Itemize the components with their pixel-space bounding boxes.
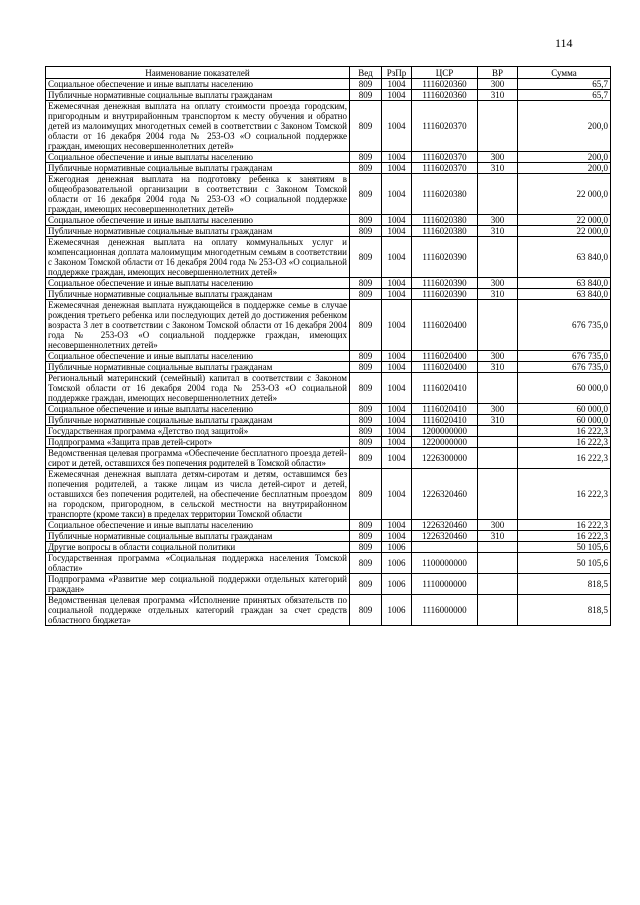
cell-sum: 63 840,0 [518, 289, 611, 300]
cell-vr: 300 [478, 79, 518, 90]
cell-vr [478, 300, 518, 351]
cell-csr: 1116020380 [412, 226, 478, 237]
cell-csr: 1226300000 [412, 448, 478, 469]
cell-csr: 1116020380 [412, 215, 478, 226]
cell-ved: 809 [350, 595, 382, 626]
cell-rzpr: 1004 [382, 101, 412, 152]
cell-name: Социальное обеспечение и иные выплаты населению [46, 278, 350, 289]
cell-sum: 16 222,3 [518, 531, 611, 542]
cell-sum: 50 105,6 [518, 553, 611, 574]
cell-ved: 809 [350, 163, 382, 174]
cell-csr: 1116020400 [412, 300, 478, 351]
cell-sum: 63 840,0 [518, 237, 611, 278]
table-row [46, 90, 611, 101]
table-row [46, 426, 611, 437]
cell-rzpr: 1004 [382, 79, 412, 90]
cell-name: Региональный материнский (семейный) капитал в соответствии с Законом Томской области от 16 декабря 2004 года № 253-ОЗ «О социальной поддержке граждан, имеющих несовершеннолетних детей» [46, 373, 350, 404]
cell-csr: 1116020390 [412, 289, 478, 300]
table-row [46, 237, 611, 278]
cell-csr: 1226320460 [412, 469, 478, 520]
cell-name: Социальное обеспечение и иные выплаты населению [46, 152, 350, 163]
cell-vr: 300 [478, 404, 518, 415]
cell-ved: 809 [350, 226, 382, 237]
table-row [46, 542, 611, 553]
cell-sum: 676 735,0 [518, 362, 611, 373]
cell-sum: 16 222,3 [518, 448, 611, 469]
cell-rzpr: 1004 [382, 404, 412, 415]
cell-ved: 809 [350, 542, 382, 553]
cell-ved: 809 [350, 79, 382, 90]
cell-name: Публичные нормативные социальные выплаты гражданам [46, 163, 350, 174]
cell-sum: 22 000,0 [518, 215, 611, 226]
cell-name: Государственная программа «Детство под защитой» [46, 426, 350, 437]
cell-name: Социальное обеспечение и иные выплаты населению [46, 351, 350, 362]
table-row [46, 469, 611, 520]
cell-name: Публичные нормативные социальные выплаты гражданам [46, 415, 350, 426]
cell-vr [478, 553, 518, 574]
cell-rzpr: 1004 [382, 237, 412, 278]
cell-rzpr: 1006 [382, 574, 412, 595]
cell-sum: 676 735,0 [518, 300, 611, 351]
cell-sum: 16 222,3 [518, 520, 611, 531]
cell-csr: 1116020410 [412, 404, 478, 415]
cell-rzpr: 1004 [382, 289, 412, 300]
table-row [46, 152, 611, 163]
header-ved: Вед [350, 67, 382, 79]
table-row [46, 289, 611, 300]
cell-csr: 1116020380 [412, 174, 478, 215]
cell-ved: 809 [350, 553, 382, 574]
cell-name: Ежемесячная денежная выплата на оплату стоимости проезда городским, пригородным и внутрирайонным транспортом к месту обучения и обратно детей из малоимущих многодетных семей в соответствии с Законом Томской области от 16 декабря 2004 года № 253-ОЗ «О социальной поддержке граждан, имеющих несовершеннолетних детей» [46, 101, 350, 152]
cell-sum: 60 000,0 [518, 404, 611, 415]
cell-ved: 809 [350, 90, 382, 101]
cell-ved: 809 [350, 237, 382, 278]
cell-vr: 300 [478, 351, 518, 362]
table-row [46, 362, 611, 373]
cell-name: Ежегодная денежная выплата на подготовку ребенка к занятиям в общеобразовательной организации в соответствии с Законом Томской области от 16 декабря 2004 года № 253-ОЗ «О социальной поддержке граждан, имеющих несовершеннолетних детей» [46, 174, 350, 215]
table-row [46, 448, 611, 469]
cell-vr [478, 101, 518, 152]
cell-csr: 1226320460 [412, 520, 478, 531]
table-row [46, 531, 611, 542]
cell-rzpr: 1004 [382, 215, 412, 226]
cell-csr: 1116020410 [412, 373, 478, 404]
cell-name: Публичные нормативные социальные выплаты гражданам [46, 289, 350, 300]
cell-ved: 809 [350, 373, 382, 404]
cell-name: Другие вопросы в области социальной политики [46, 542, 350, 553]
cell-vr: 300 [478, 520, 518, 531]
table-row [46, 437, 611, 448]
cell-rzpr: 1004 [382, 174, 412, 215]
cell-name: Социальное обеспечение и иные выплаты населению [46, 404, 350, 415]
budget-table [45, 66, 611, 626]
cell-rzpr: 1004 [382, 373, 412, 404]
cell-vr [478, 542, 518, 553]
cell-ved: 809 [350, 437, 382, 448]
cell-vr [478, 448, 518, 469]
cell-ved: 809 [350, 415, 382, 426]
cell-sum: 50 105,6 [518, 542, 611, 553]
cell-name: Публичные нормативные социальные выплаты гражданам [46, 226, 350, 237]
cell-name: Публичные нормативные социальные выплаты гражданам [46, 531, 350, 542]
cell-csr: 1116020360 [412, 79, 478, 90]
header-vr: ВР [478, 67, 518, 79]
cell-ved: 809 [350, 404, 382, 415]
cell-ved: 809 [350, 362, 382, 373]
table-row [46, 553, 611, 574]
cell-vr [478, 469, 518, 520]
cell-ved: 809 [350, 531, 382, 542]
cell-ved: 809 [350, 278, 382, 289]
cell-sum: 60 000,0 [518, 373, 611, 404]
cell-ved: 809 [350, 152, 382, 163]
cell-csr: 1116020410 [412, 415, 478, 426]
table-row [46, 595, 611, 626]
cell-rzpr: 1006 [382, 542, 412, 553]
table-header-row [46, 67, 611, 79]
table-row [46, 79, 611, 90]
cell-csr: 1220000000 [412, 437, 478, 448]
cell-rzpr: 1004 [382, 448, 412, 469]
cell-vr: 310 [478, 163, 518, 174]
header-csr: ЦСР [412, 67, 478, 79]
cell-name: Публичные нормативные социальные выплаты гражданам [46, 362, 350, 373]
cell-name: Подпрограмма «Защита прав детей-сирот» [46, 437, 350, 448]
cell-rzpr: 1004 [382, 300, 412, 351]
cell-sum: 16 222,3 [518, 469, 611, 520]
cell-ved: 809 [350, 289, 382, 300]
cell-name: Ежемесячная денежная выплата нуждающейся в поддержке семье в случае рождения третьего ребенка или последующих детей до достижения ребенком возраста 3 лет в соответствии с Законом Томской области от 16 декабря 2004 года № 253-ОЗ «О социальной поддержке граждан, имеющих несовершеннолетних детей» [46, 300, 350, 351]
cell-sum: 65,7 [518, 79, 611, 90]
table-row [46, 300, 611, 351]
cell-sum: 818,5 [518, 574, 611, 595]
cell-name: Ведомственная целевая программа «Исполнение принятых обязательств по социальной поддержке отдельных категорий граждан за счет средств областного бюджета» [46, 595, 350, 626]
header-name: Наименование показателей [46, 67, 350, 79]
table-row [46, 278, 611, 289]
table-row [46, 215, 611, 226]
cell-name: Ежемесячная денежная выплата детям-сиротам и детям, оставшимся без попечения родителей, а также лицам из числа детей-сирот и детей, оставшихся без попечения родителей, на обеспечение бесплатным проездом на городском, пригородном, в сельской местности на внутрирайонном транспорте (кроме такси) в пределах территории Томской области [46, 469, 350, 520]
cell-sum: 818,5 [518, 595, 611, 626]
cell-vr: 310 [478, 226, 518, 237]
cell-rzpr: 1004 [382, 415, 412, 426]
table-row [46, 574, 611, 595]
cell-csr [412, 542, 478, 553]
cell-rzpr: 1004 [382, 90, 412, 101]
cell-sum: 200,0 [518, 101, 611, 152]
cell-csr: 1116020390 [412, 278, 478, 289]
cell-rzpr: 1006 [382, 553, 412, 574]
cell-vr: 310 [478, 90, 518, 101]
cell-vr: 310 [478, 531, 518, 542]
cell-ved: 809 [350, 351, 382, 362]
cell-rzpr: 1004 [382, 152, 412, 163]
cell-sum: 65,7 [518, 90, 611, 101]
cell-ved: 809 [350, 574, 382, 595]
cell-sum: 63 840,0 [518, 278, 611, 289]
cell-rzpr: 1004 [382, 163, 412, 174]
table-row [46, 174, 611, 215]
cell-ved: 809 [350, 520, 382, 531]
cell-rzpr: 1004 [382, 531, 412, 542]
cell-csr: 1100000000 [412, 553, 478, 574]
cell-sum: 16 222,3 [518, 426, 611, 437]
cell-ved: 809 [350, 300, 382, 351]
cell-vr [478, 437, 518, 448]
page-number: 114 [555, 36, 573, 50]
cell-vr [478, 574, 518, 595]
cell-csr: 1116020400 [412, 362, 478, 373]
cell-csr: 1110000000 [412, 574, 478, 595]
cell-name: Социальное обеспечение и иные выплаты населению [46, 79, 350, 90]
header-rzpr: РзПр [382, 67, 412, 79]
cell-ved: 809 [350, 448, 382, 469]
cell-vr: 300 [478, 278, 518, 289]
cell-csr: 1116020390 [412, 237, 478, 278]
table-row [46, 101, 611, 152]
cell-ved: 809 [350, 469, 382, 520]
table-row [46, 373, 611, 404]
table-row [46, 404, 611, 415]
cell-rzpr: 1004 [382, 469, 412, 520]
cell-vr: 300 [478, 152, 518, 163]
table-row [46, 163, 611, 174]
cell-sum: 200,0 [518, 152, 611, 163]
cell-name: Публичные нормативные социальные выплаты гражданам [46, 90, 350, 101]
cell-rzpr: 1006 [382, 595, 412, 626]
cell-name: Социальное обеспечение и иные выплаты населению [46, 215, 350, 226]
cell-vr [478, 373, 518, 404]
cell-csr: 1200000000 [412, 426, 478, 437]
table-row [46, 520, 611, 531]
cell-vr [478, 595, 518, 626]
cell-csr: 1226320460 [412, 531, 478, 542]
cell-ved: 809 [350, 101, 382, 152]
cell-csr: 1116020370 [412, 152, 478, 163]
table-row [46, 351, 611, 362]
cell-name: Социальное обеспечение и иные выплаты населению [46, 520, 350, 531]
cell-name: Государственная программа «Социальная поддержка населения Томской области» [46, 553, 350, 574]
cell-vr: 310 [478, 415, 518, 426]
cell-rzpr: 1004 [382, 520, 412, 531]
cell-sum: 22 000,0 [518, 174, 611, 215]
cell-vr [478, 237, 518, 278]
cell-sum: 22 000,0 [518, 226, 611, 237]
cell-ved: 809 [350, 426, 382, 437]
cell-csr: 1116020370 [412, 163, 478, 174]
cell-sum: 16 222,3 [518, 437, 611, 448]
cell-csr: 1116020360 [412, 90, 478, 101]
cell-name: Ежемесячная денежная выплата на оплату коммунальных услуг и компенсационная доплата малоимущим многодетным семьям в соответствии с Законом Томской области от 16 декабря 2004 года № 253-ОЗ «О социальной поддержке граждан, имеющих несовершеннолетних детей» [46, 237, 350, 278]
header-sum: Сумма [518, 67, 611, 79]
table-row [46, 226, 611, 237]
cell-vr [478, 426, 518, 437]
cell-csr: 1116020400 [412, 351, 478, 362]
cell-csr: 1116000000 [412, 595, 478, 626]
cell-vr: 310 [478, 362, 518, 373]
cell-rzpr: 1004 [382, 278, 412, 289]
cell-vr: 310 [478, 289, 518, 300]
cell-rzpr: 1004 [382, 362, 412, 373]
cell-sum: 60 000,0 [518, 415, 611, 426]
cell-rzpr: 1004 [382, 437, 412, 448]
cell-ved: 809 [350, 215, 382, 226]
cell-ved: 809 [350, 174, 382, 215]
cell-name: Подпрограмма «Развитие мер социальной поддержки отдельных категорий граждан» [46, 574, 350, 595]
cell-rzpr: 1004 [382, 226, 412, 237]
cell-name: Ведомственная целевая программа «Обеспечение бесплатного проезда детей-сирот и детей, оставшихся без попечения родителей в Томской области» [46, 448, 350, 469]
cell-csr: 1116020370 [412, 101, 478, 152]
table-body [46, 79, 611, 626]
cell-vr [478, 174, 518, 215]
cell-sum: 200,0 [518, 163, 611, 174]
table-row [46, 415, 611, 426]
cell-sum: 676 735,0 [518, 351, 611, 362]
cell-rzpr: 1004 [382, 351, 412, 362]
cell-vr: 300 [478, 215, 518, 226]
cell-rzpr: 1004 [382, 426, 412, 437]
